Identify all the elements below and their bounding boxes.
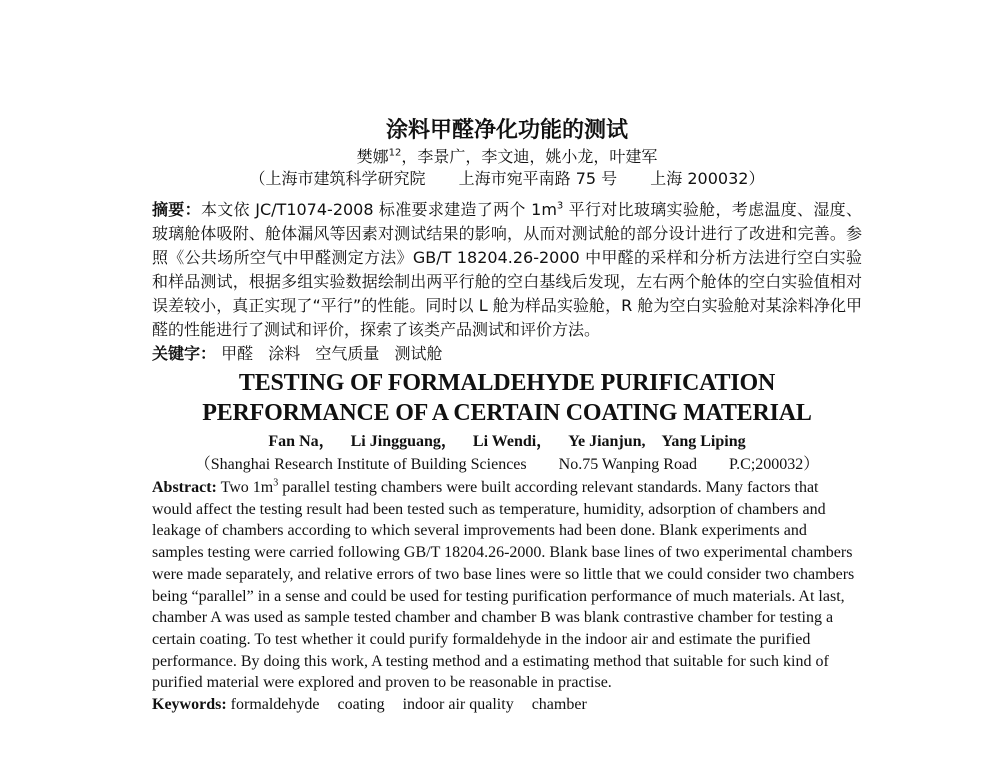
chinese-abstract: [152, 198, 862, 342]
english-affiliation-address: No.75 Wanping Road: [558, 456, 698, 473]
english-title-line-2: PERFORMANCE OF A CERTAIN COATING MATERIAL: [202, 400, 812, 426]
chinese-affiliation-institute: （上海市建筑科学研究院: [249, 169, 426, 188]
chinese-abstract-superscript: 3: [556, 200, 564, 212]
english-abstract: [152, 477, 862, 694]
chinese-keywords: [152, 342, 862, 366]
english-author: Ye Jianjun,: [568, 433, 646, 450]
chinese-affiliation: [152, 168, 862, 190]
paper-page: [152, 118, 862, 716]
chinese-keywords-label: 关键字：: [152, 344, 217, 363]
english-title-line-1: TESTING OF FORMALDEHYDE PURIFICATION: [238, 370, 776, 396]
chinese-first-author: 樊娜: [356, 147, 389, 166]
english-title: [152, 368, 862, 428]
chinese-keyword: 涂料: [268, 344, 301, 363]
english-keyword: indoor air quality: [402, 696, 514, 714]
chinese-authors: [152, 146, 862, 168]
english-affiliation-institute: （Shanghai Research Institute of Building Sciences: [194, 456, 527, 473]
english-keyword: chamber: [531, 696, 587, 714]
chinese-affiliation-address: 上海市宛平南路 75 号: [458, 169, 618, 188]
chinese-abstract-text-rest: 平行对比玻璃实验舱，考虑温度、湿度、玻璃舱体吸附、舱体漏风等因素对测试结果的影响，从而对测试舱的部分设计进行了改进和完善。参照《公共场所空气中甲醛测定方法》GB/T 18204.26-2000 中甲醛的采样和分析方法进行空白实验和样品测试，根据多组实验数据绘制出两平行舱的空白基线后发现，左右两个舱体的空白实验值相对误差较小，真正实现了“平行”的性能。同时以 L 舱为样品实验舱，R 舱为空白实验舱对某涂料净化甲醛的性能进行了测试和评价，探索了该类产品测试和评价方法。: [152, 200, 862, 339]
chinese-keyword: 空气质量: [315, 344, 380, 363]
chinese-keyword: 甲醛: [221, 344, 254, 363]
english-affiliation: [152, 454, 862, 476]
english-abstract-label: Abstract:: [152, 479, 217, 496]
english-author: Yang Liping: [661, 433, 746, 450]
chinese-title: 涂料甲醛净化功能的测试: [385, 118, 628, 143]
english-keywords-label: Keywords:: [152, 696, 227, 714]
english-author: Li Jingguang，: [350, 433, 457, 450]
english-authors: [152, 430, 862, 454]
english-keyword: coating: [337, 696, 385, 714]
english-author: Fan Na，: [268, 433, 335, 450]
english-abstract-text-rest: parallel testing chambers were built according relevant standards. Many factors that would affect the testing result had been tested such as temperature, humidity, adsorption of chambers and leakage of chambers according to which several improvements had been done. Blank experiments and samples testing were carried following GB/T 18204.26-2000. Blank base lines of two experimental chambers were made separately, and relative errors of two base lines were so little that we could consider two chambers being “parallel” in a sense and could be used for testing purification performance of much materials. At last, chamber A was used as sample tested chamber and chamber B was blank contrastive chamber for testing a certain coating. To test whether it could purify formaldehyde in the indoor air and estimate the purified performance. By doing this work, A testing method and a estimating method that suitable for such kind of purified material were explored and proven to be reasonable in practise.: [152, 479, 855, 692]
english-keyword: formaldehyde: [230, 696, 320, 714]
english-abstract-superscript: 3: [273, 477, 279, 489]
english-abstract-text-start: Two 1m: [216, 479, 274, 496]
chinese-other-authors: ，李景广，李文迪，姚小龙，叶建军: [401, 147, 658, 166]
chinese-affiliation-postcode: 上海 200032）: [650, 169, 765, 188]
english-affiliation-postcode: P.C;200032）: [729, 456, 820, 473]
chinese-keyword: 测试舱: [394, 344, 443, 363]
english-author: Li Wendi，: [472, 433, 553, 450]
chinese-abstract-label: 摘要：: [152, 200, 201, 219]
chinese-abstract-text-start: 本文依 JC/T1074-2008 标准要求建造了两个 1m: [200, 200, 557, 219]
chinese-author-affiliation-marker: 12: [388, 147, 402, 159]
english-keywords: [152, 694, 862, 716]
